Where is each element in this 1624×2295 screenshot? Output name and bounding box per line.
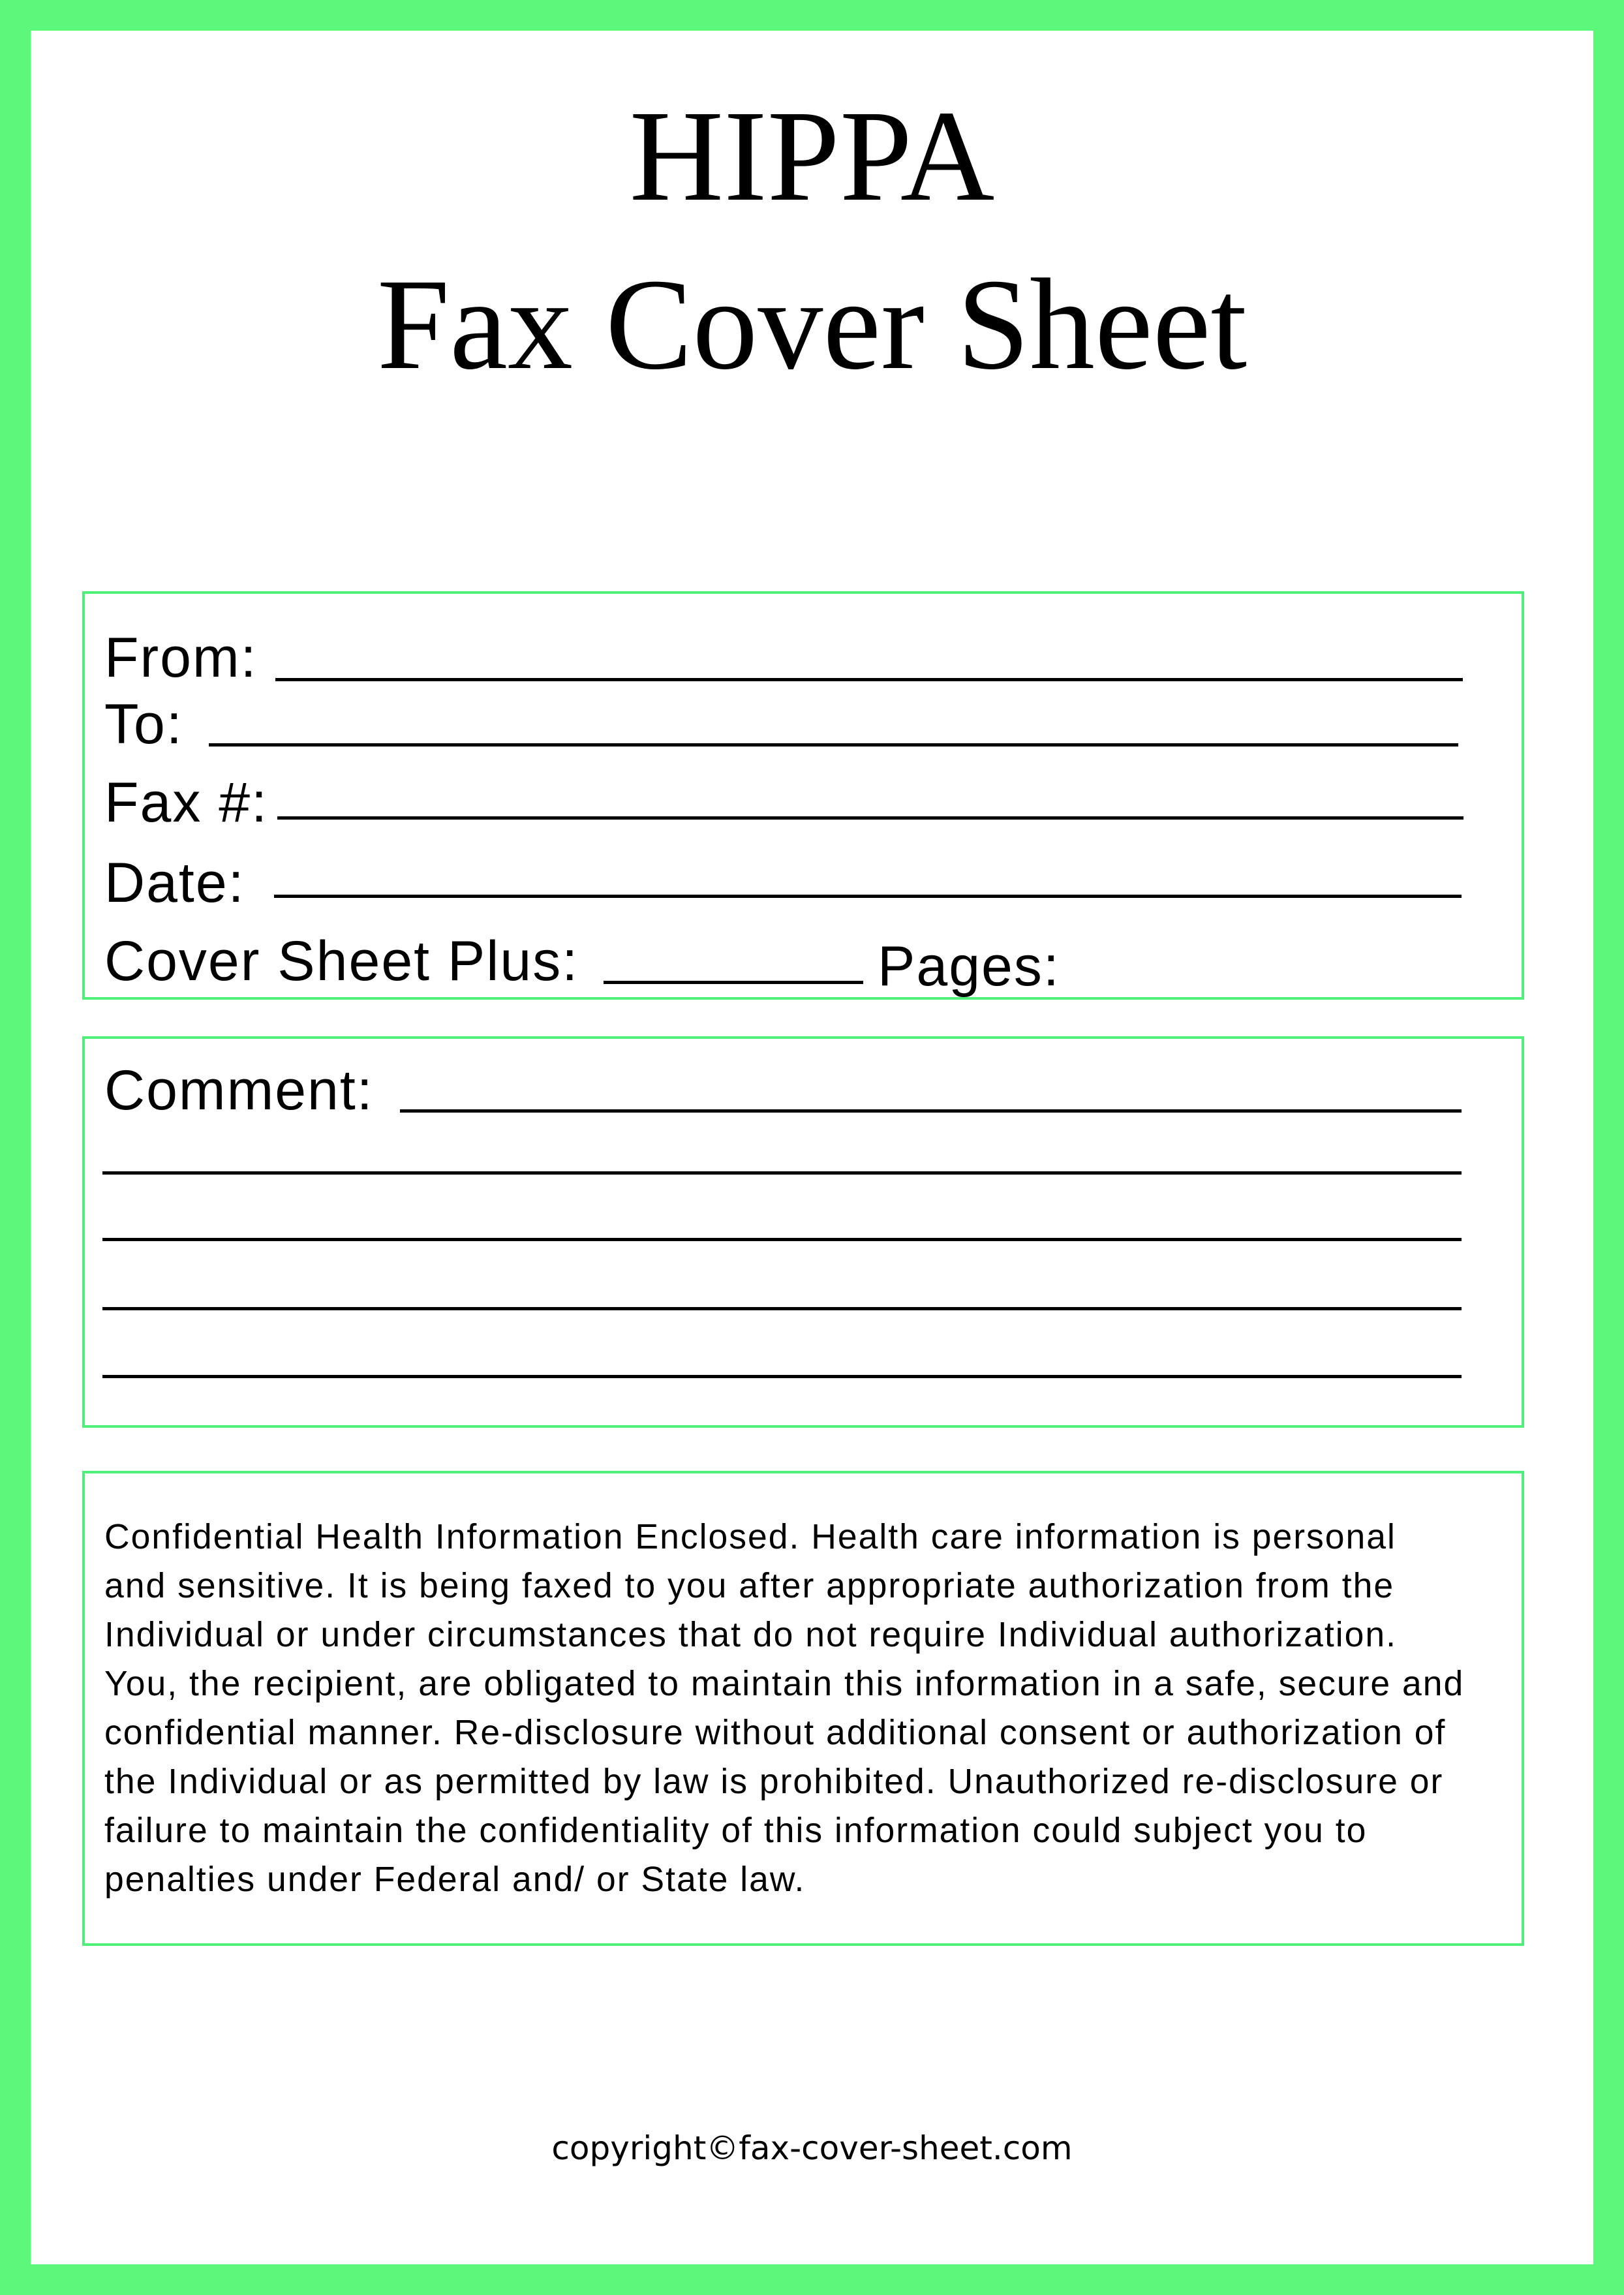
notice-line: Confidential Health Information Enclosed. Health care information is personal	[104, 1518, 1396, 1556]
date-label: Date:	[104, 852, 245, 914]
pages-label: Pages:	[878, 935, 1060, 998]
comment-field-line-1[interactable]	[400, 1109, 1462, 1113]
copyright-footer: copyright©fax-cover-sheet.com	[551, 2129, 1073, 2167]
fax-number-field[interactable]	[277, 816, 1463, 820]
comment-field-line-5[interactable]	[102, 1375, 1462, 1378]
date-field[interactable]	[274, 895, 1462, 898]
notice-line: penalties under Federal and/ or State law.	[104, 1860, 806, 1899]
from-label: From:	[104, 626, 258, 689]
title-fax-cover-sheet: Fax Cover Sheet	[376, 253, 1248, 397]
notice-line: the Individual or as permitted by law is prohibited. Unauthorized re-disclosure or	[104, 1763, 1444, 1801]
cover-sheet-plus-label: Cover Sheet Plus:	[104, 930, 579, 993]
comment-field-line-2[interactable]	[102, 1171, 1462, 1175]
comment-field-line-3[interactable]	[102, 1238, 1462, 1241]
notice-line: failure to maintain the confidentiality of this information could subject you to	[104, 1811, 1368, 1850]
comment-label: Comment:	[104, 1059, 374, 1122]
notice-line: You, the recipient, are obligated to maintain this information in a safe, secure and	[104, 1665, 1465, 1703]
fax-number-label: Fax #:	[104, 771, 268, 834]
from-field[interactable]	[275, 678, 1463, 681]
notice-line: confidential manner. Re-disclosure without additional consent or authorization of	[104, 1714, 1447, 1752]
notice-line: Individual or under circumstances that do not require Individual authorization.	[104, 1616, 1398, 1654]
to-label: To:	[104, 693, 183, 756]
cover-sheet-plus-field[interactable]	[604, 981, 863, 984]
notice-line: and sensitive. It is being faxed to you after appropriate authorization from the	[104, 1567, 1395, 1605]
confidentiality-notice	[104, 1513, 1527, 1904]
comment-field-line-4[interactable]	[102, 1307, 1462, 1310]
to-field[interactable]	[209, 743, 1458, 747]
title-hippa: HIPPA	[629, 84, 995, 228]
